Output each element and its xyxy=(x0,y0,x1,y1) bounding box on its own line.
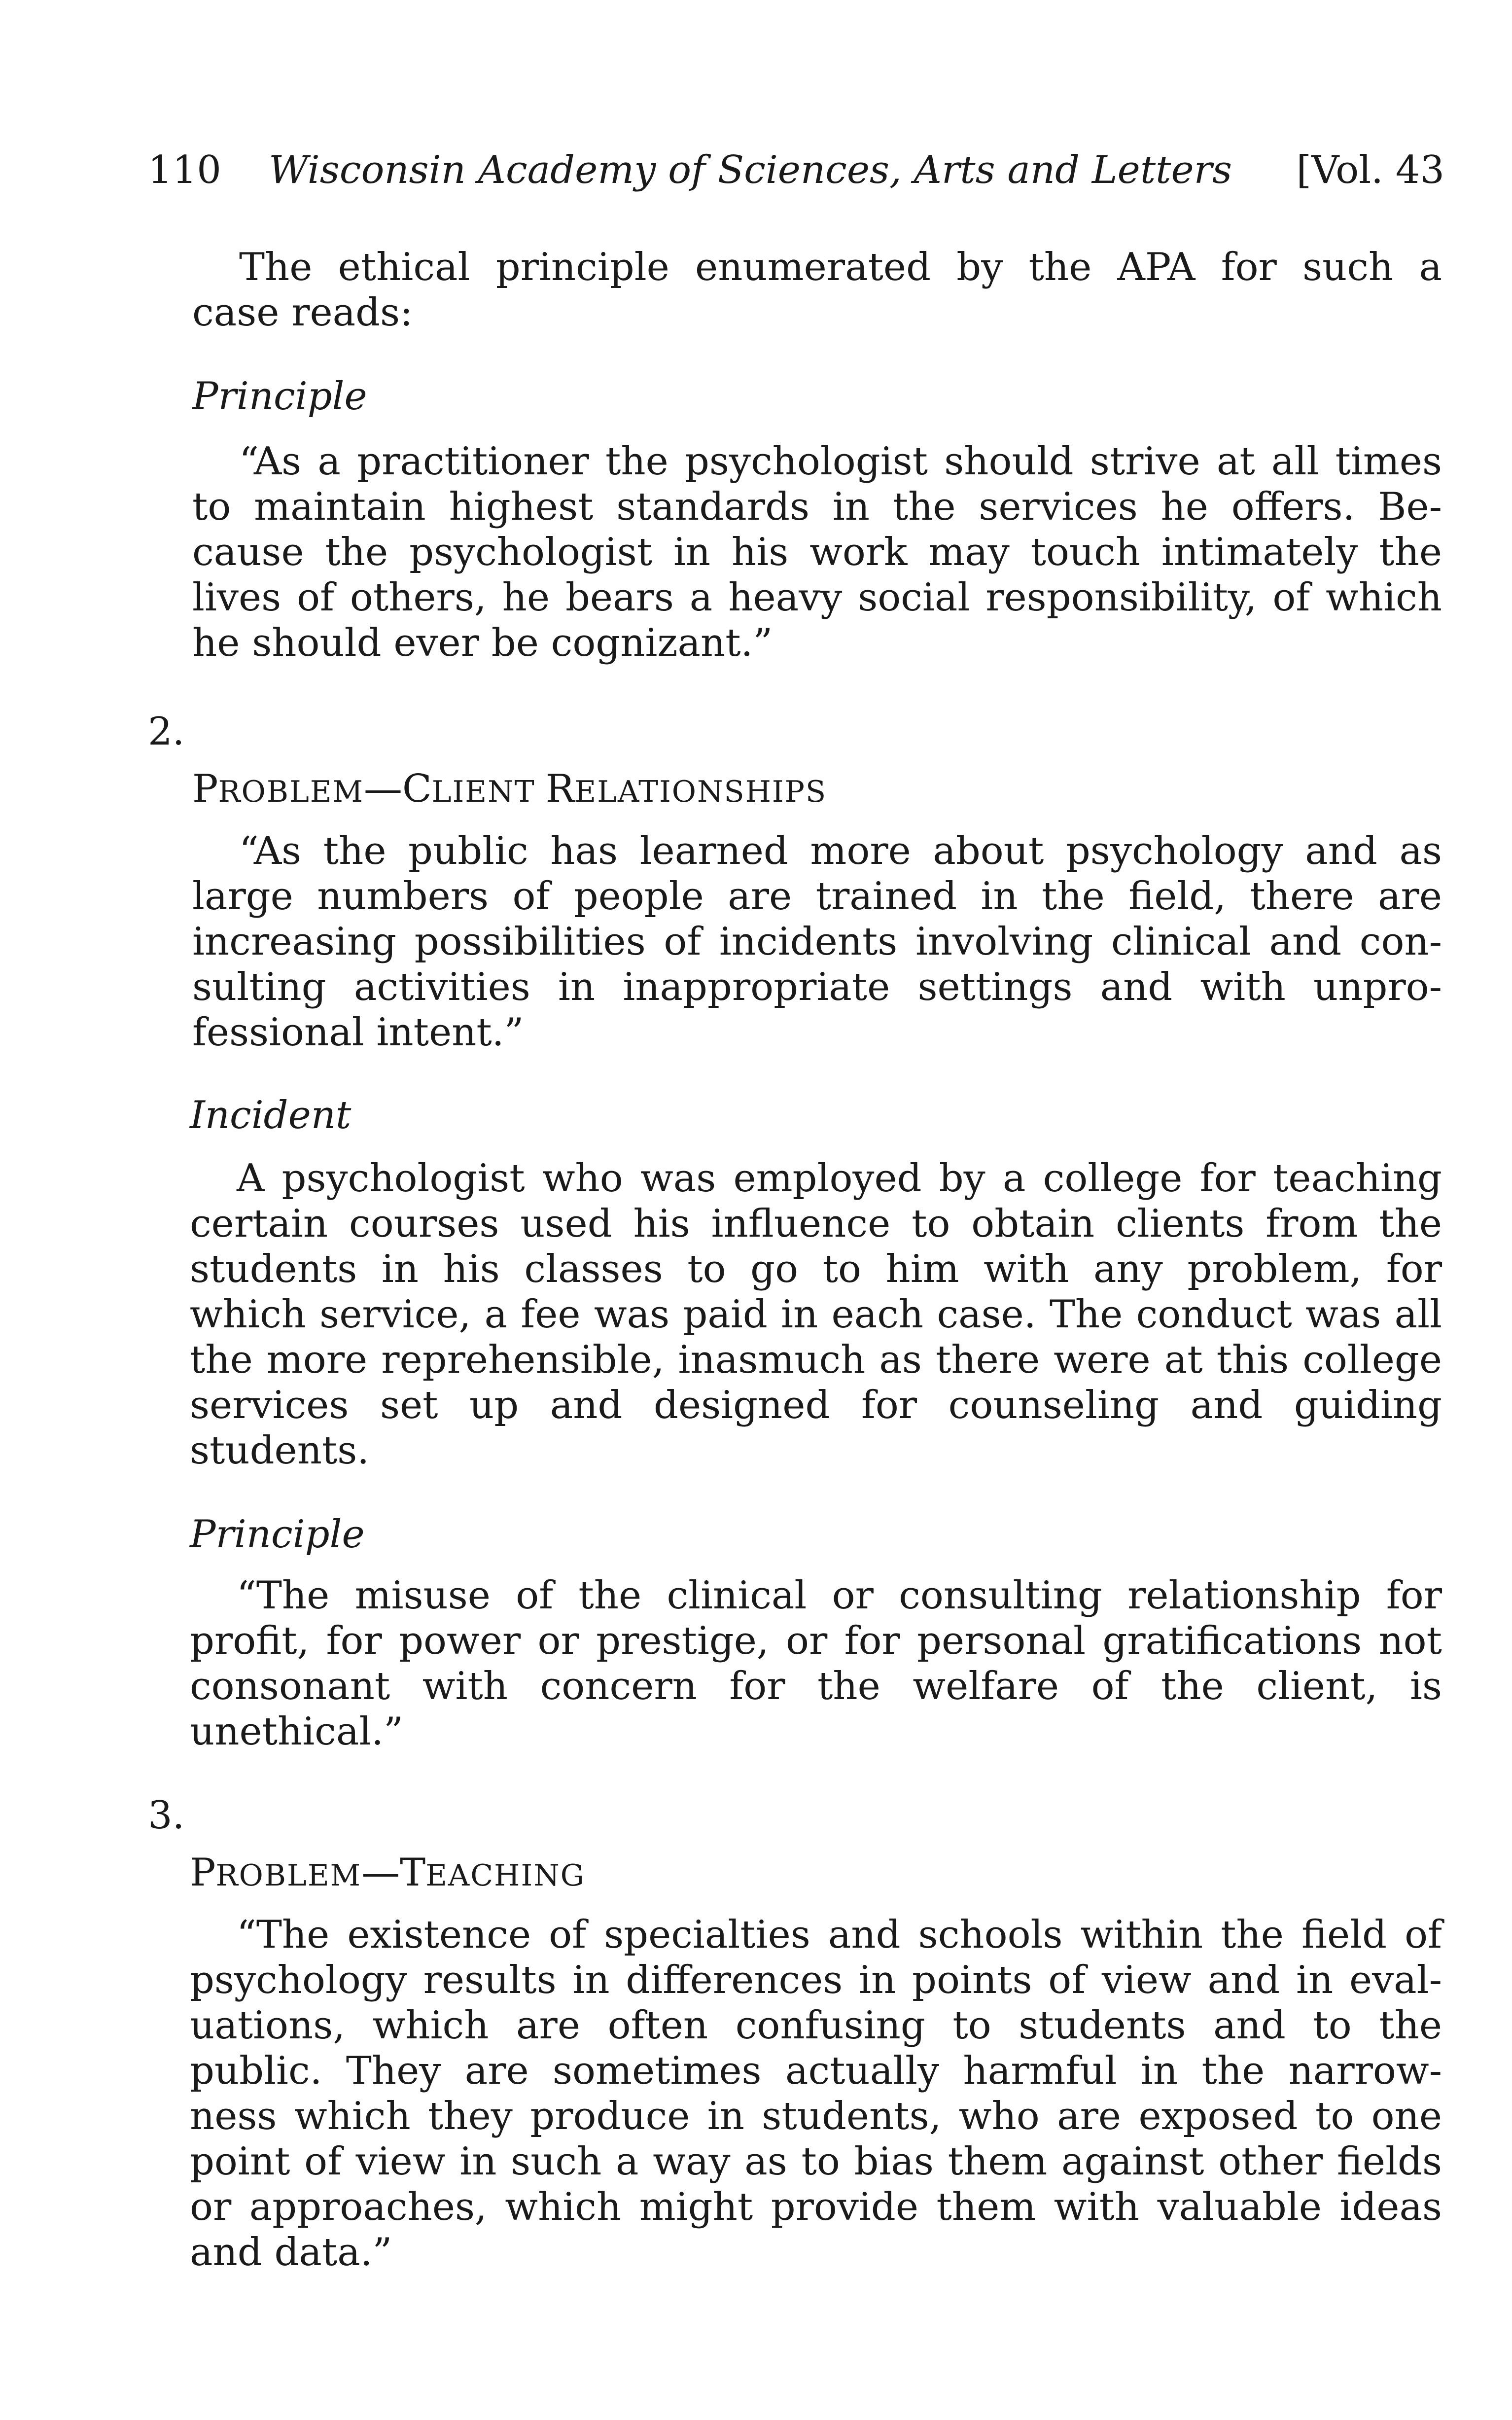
text-line: ness which they produce in students, who are exposed to one xyxy=(190,2094,1442,2138)
text-line: profit, for power or prestige, or for personal gratifications not xyxy=(190,1619,1442,1663)
running-header xyxy=(148,143,1444,197)
text-line: cause the psychologist in his work may touch intimately the xyxy=(192,530,1442,574)
text-line: lives of others, he bears a heavy social responsibility, of which xyxy=(192,575,1442,620)
text-line: and data.” xyxy=(190,2230,392,2275)
journal-title: Wisconsin Academy of Sciences, Arts and Letters xyxy=(269,148,1232,192)
text-line: The ethical principle enumerated by the APA for such a xyxy=(239,245,1442,289)
text-line: which service, a fee was paid in each case. The conduct was all xyxy=(190,1292,1442,1337)
text-line: or approaches, which might provide them with valuable ideas xyxy=(190,2185,1442,2229)
problem-heading: PROBLEM—TEACHING xyxy=(190,1851,585,1895)
text-line: increasing possibilities of incidents involving clinical and con- xyxy=(192,920,1442,964)
text-line: large numbers of people are trained in the field, there are xyxy=(192,874,1442,919)
text-line: services set up and designed for counseling and guiding xyxy=(190,1383,1442,1427)
text-line: to maintain highest standards in the services he offers. Be- xyxy=(192,485,1442,529)
text-line: point of view in such a way as to bias them against other fields xyxy=(190,2139,1442,2184)
principle-heading: Principle xyxy=(190,1512,365,1557)
text-line: sulting activities in inappropriate settings and with unpro- xyxy=(192,965,1442,1009)
text-line: A psychologist who was employed by a college for teaching xyxy=(237,1156,1442,1201)
problem-paragraph xyxy=(190,1912,1442,2275)
text-line: “As the public has learned more about psychology and as xyxy=(239,829,1442,873)
text-line: he should ever be cognizant.” xyxy=(192,621,773,665)
text-line: students in his classes to go to him with any problem, for xyxy=(190,1247,1442,1291)
incident-heading: Incident xyxy=(190,1093,352,1138)
text-line: “The existence of specialties and schools within the field of xyxy=(237,1913,1442,1957)
page-number: 110 xyxy=(148,148,221,192)
principle-paragraph xyxy=(190,1573,1442,1754)
section-number: 2. xyxy=(148,710,185,754)
text-line: unethical.” xyxy=(190,1709,403,1754)
principle-paragraph xyxy=(192,439,1442,666)
section-number: 3. xyxy=(148,1793,185,1838)
problem-heading: PROBLEM—CLIENT RELATIONSHIPS xyxy=(192,767,827,811)
text-line: certain courses used his influence to obtain clients from the xyxy=(190,1202,1442,1246)
problem-paragraph xyxy=(192,828,1442,1055)
text-line: consonant with concern for the welfare of the client, is xyxy=(190,1664,1442,1708)
text-line: fessional intent.” xyxy=(192,1010,524,1055)
text-line: “The misuse of the clinical or consulting relationship for xyxy=(237,1573,1442,1618)
text-line: case reads: xyxy=(192,290,413,335)
volume-label: [Vol. 43 xyxy=(1296,148,1444,192)
text-line: students. xyxy=(190,1428,370,1473)
intro-paragraph xyxy=(192,245,1442,335)
incident-paragraph xyxy=(190,1156,1442,1473)
text-line: the more reprehensible, inasmuch as there were at this college xyxy=(190,1338,1442,1382)
text-line: “As a practitioner the psychologist should strive at all times xyxy=(239,439,1442,484)
text-line: uations, which are often confusing to students and to the xyxy=(190,2003,1442,2048)
principle-heading: Principle xyxy=(192,374,367,419)
text-line: psychology results in differences in points of view and in eval- xyxy=(190,1958,1442,2002)
text-line: public. They are sometimes actually harmful in the narrow- xyxy=(190,2049,1442,2093)
